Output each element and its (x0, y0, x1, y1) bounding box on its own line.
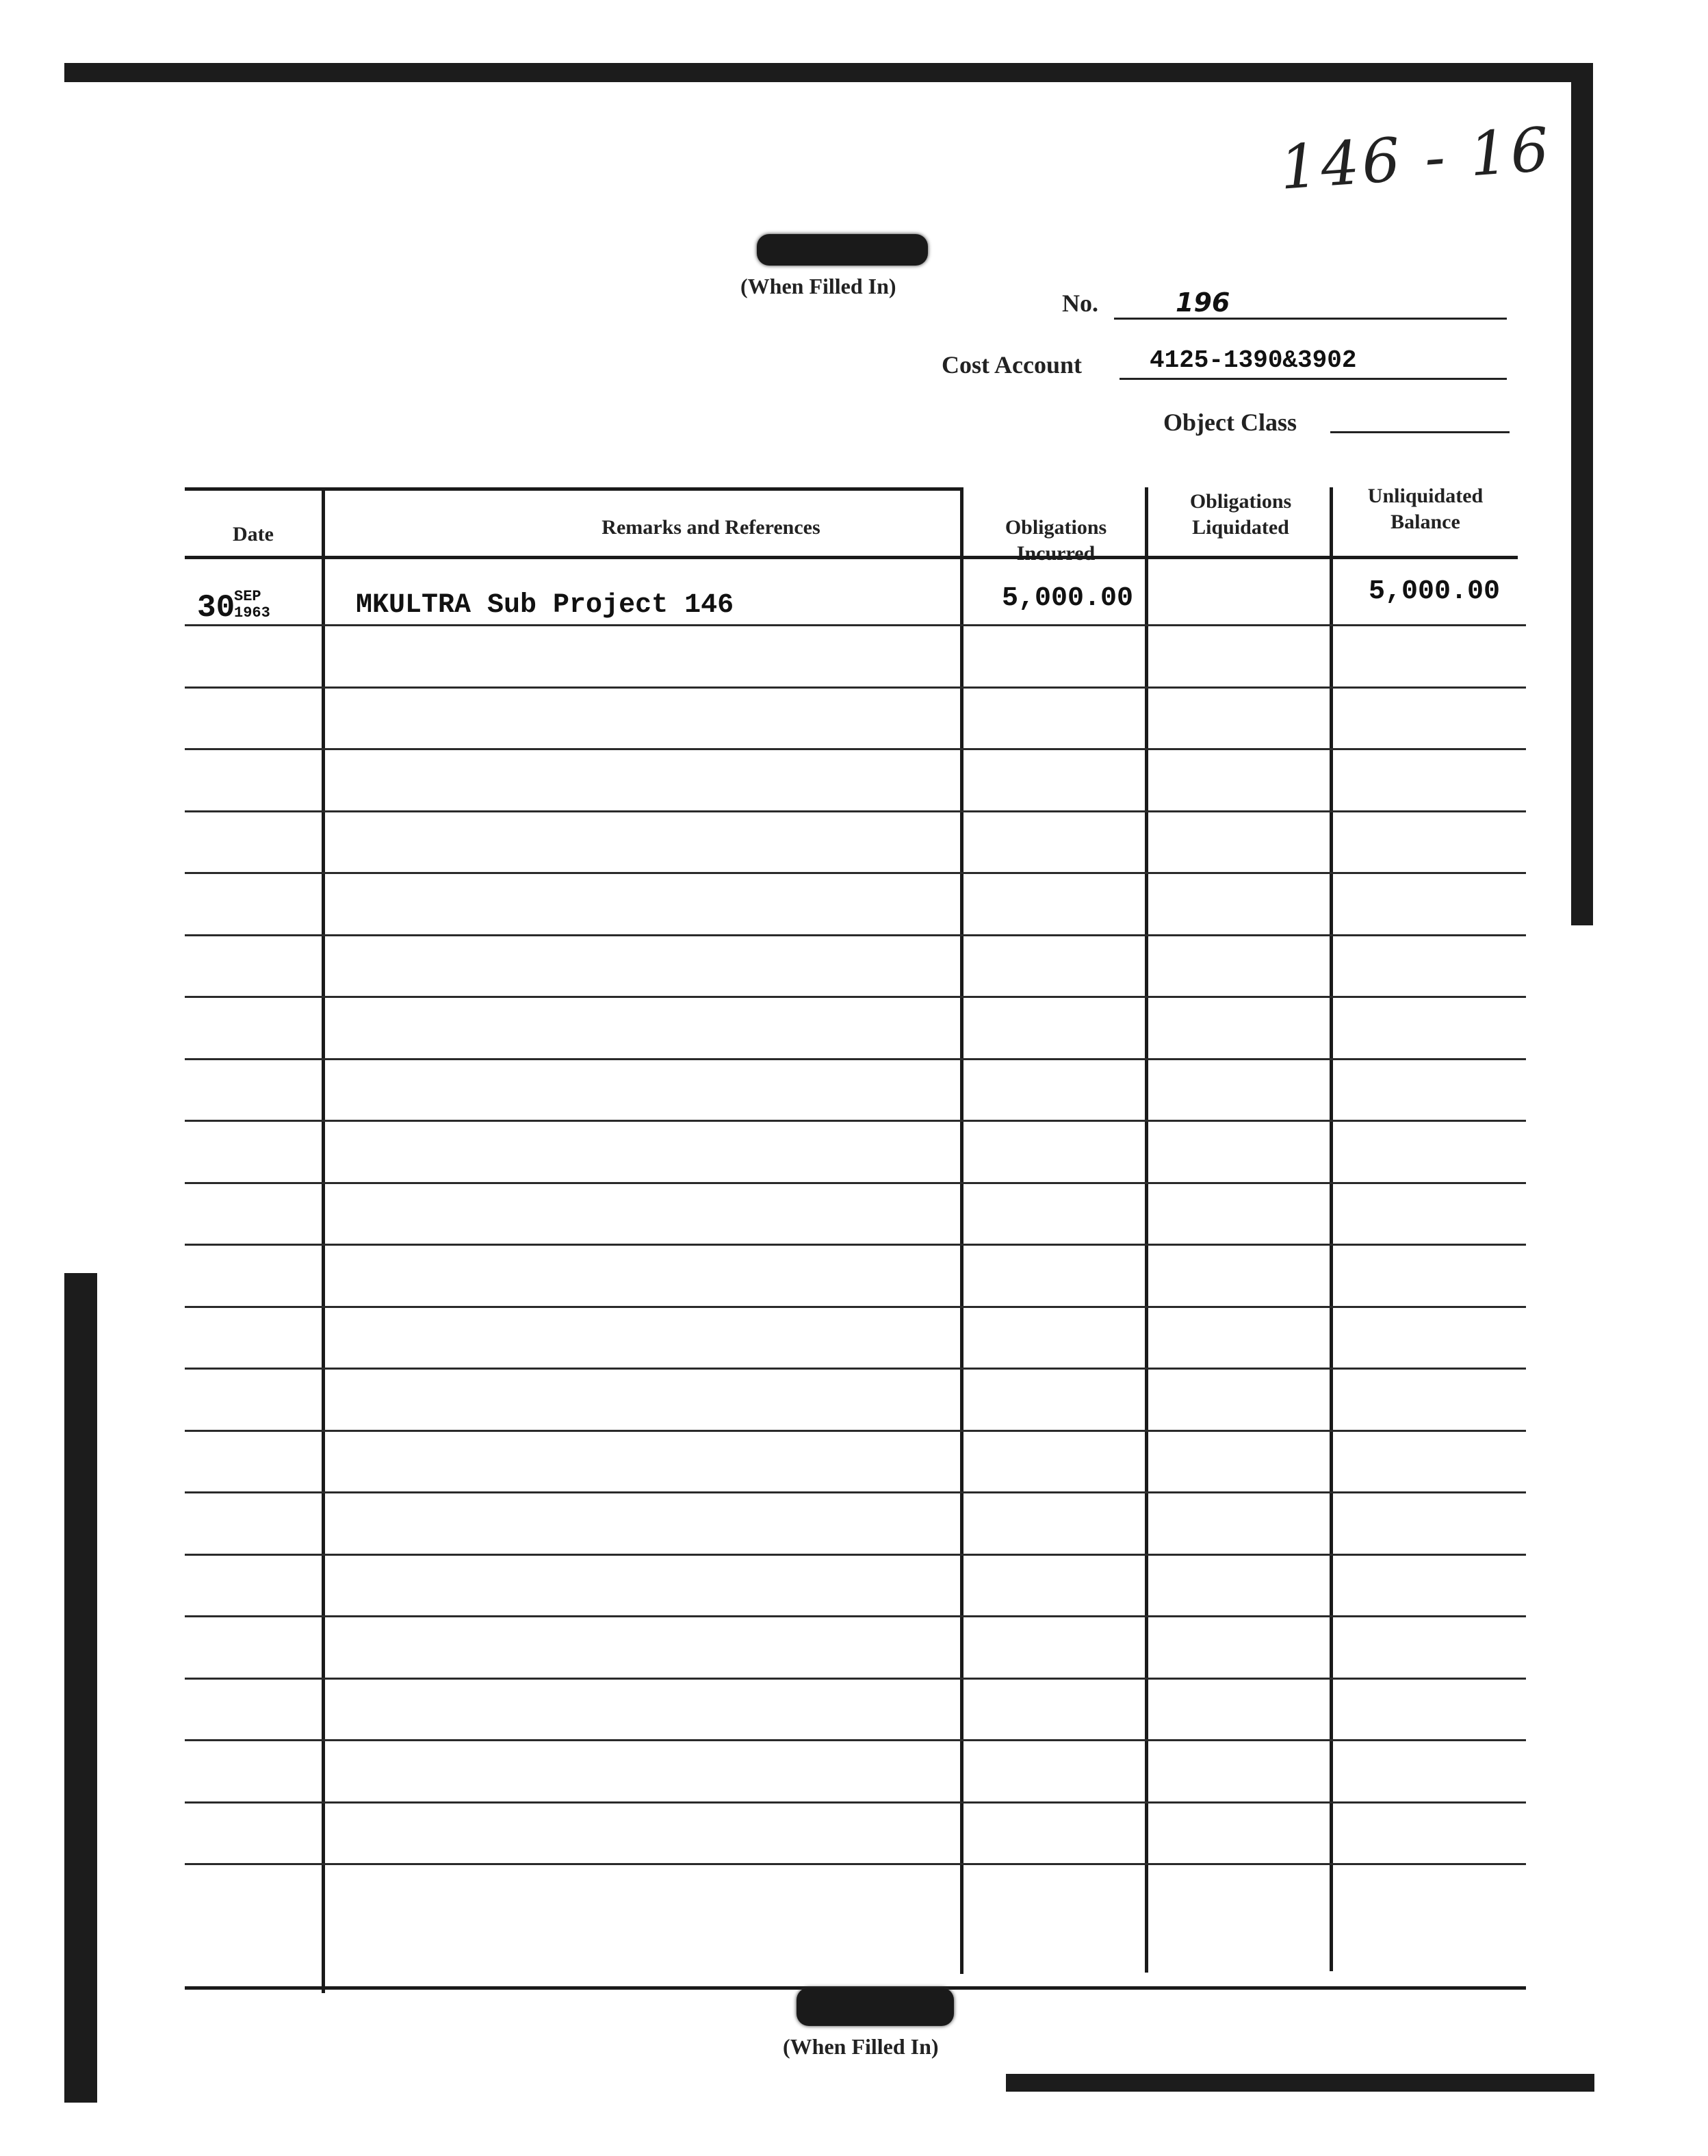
ledger-row-rule (185, 1306, 1526, 1308)
table-top-rule (185, 487, 960, 491)
cost-account-label: Cost Account (942, 351, 1082, 378)
ledger-row-rule (185, 1554, 1526, 1556)
ledger-row-rule (185, 1678, 1526, 1680)
ledger-row-rule (185, 1491, 1526, 1493)
ledger-row-rule (185, 1863, 1526, 1865)
number-value: 196 (1176, 287, 1230, 318)
header-bottom-rule (185, 556, 1518, 559)
ledger-row-rule (185, 996, 1526, 998)
entry-date-month: SEP (234, 588, 261, 605)
scan-border-bottom (1006, 2074, 1594, 2092)
ledger-row-rule (185, 1182, 1526, 1184)
classification-label-bottom: (When Filled In) (783, 2034, 939, 2059)
ledger-row-rule (185, 1615, 1526, 1617)
entry-unliquidated-balance: 5,000.00 (1369, 576, 1501, 607)
ledger-row-rule (185, 1430, 1526, 1432)
scan-border-left (64, 1273, 97, 2103)
entry-date-year: 1963 (234, 604, 270, 621)
redaction-mark-bottom (797, 1988, 954, 2026)
ledger-table (185, 487, 1526, 1993)
ledger-row (185, 576, 1526, 645)
ledger-row-rule (185, 1244, 1526, 1246)
column-header-remarks: Remarks and References (601, 516, 820, 539)
cost-account-underline (1120, 378, 1507, 380)
ledger-row-rule (185, 1368, 1526, 1370)
ledger-row-rule (185, 686, 1526, 689)
column-divider (960, 487, 963, 1974)
column-header-date: Date (233, 523, 274, 546)
ledger-row-rule (185, 1120, 1526, 1122)
entry-remarks: MKULTRA Sub Project 146 (356, 590, 734, 621)
redaction-mark-top (757, 234, 928, 266)
entry-date-day: 30 (197, 590, 235, 626)
ledger-row-rule (185, 872, 1526, 874)
column-header-obligations-liquidated: Obligations Liquidated (1189, 490, 1292, 539)
scan-border-right (1571, 63, 1593, 925)
column-divider (1145, 487, 1148, 1973)
ledger-row-rule (185, 748, 1526, 750)
scan-border-top (64, 63, 1593, 82)
ledger-row-rule (185, 810, 1526, 812)
ledger-row-rule (185, 1801, 1526, 1804)
column-divider (1330, 487, 1333, 1971)
column-divider (322, 487, 325, 1993)
object-class-underline (1330, 431, 1510, 433)
number-label: No. (1062, 290, 1098, 317)
handwritten-annotation: 146 - 16 (1277, 114, 1554, 203)
ledger-row-rule (185, 1739, 1526, 1741)
column-header-obligations-incurred: Obligations Incurred (1005, 516, 1107, 565)
object-class-label: Object Class (1163, 409, 1297, 436)
number-underline (1114, 318, 1507, 320)
ledger-row-rule (185, 1058, 1526, 1060)
ledger-row-rule (185, 934, 1526, 936)
cost-account-value: 4125-1390&3902 (1150, 346, 1357, 374)
classification-label-top: (When Filled In) (740, 274, 896, 298)
entry-obligations-incurred: 5,000.00 (1002, 583, 1134, 614)
column-header-unliquidated-balance: Unliquidated Balance (1367, 485, 1484, 533)
